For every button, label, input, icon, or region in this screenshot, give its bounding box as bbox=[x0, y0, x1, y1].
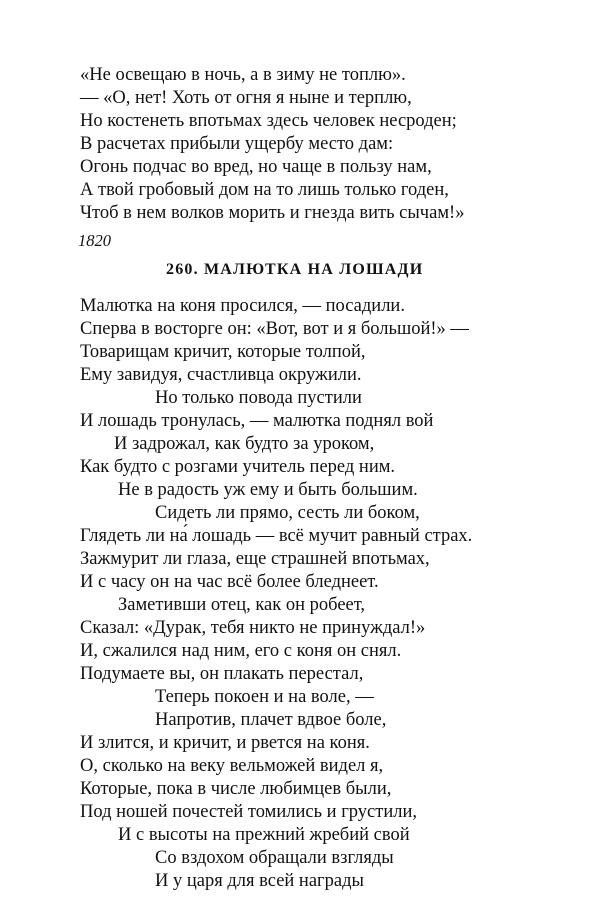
poem-line: Сидеть ли прямо, сесть ли боком, bbox=[155, 503, 420, 523]
poem-line: Сказал: «Дурак, тебя никто не принуждал!» bbox=[80, 618, 426, 638]
poem-line: И лошадь тронулась, — малютка поднял вой bbox=[80, 411, 434, 431]
poem-line: — «О, нет! Хоть от огня я ныне и терплю, bbox=[80, 88, 412, 108]
poem-line: Но только повода пустили bbox=[155, 388, 362, 408]
poem-line: В расчетах прибыли ущербу место дам: bbox=[80, 134, 394, 154]
poem-line: Ему завидуя, счастливца окружили. bbox=[80, 365, 362, 385]
poem-line: Напротив, плачет вдвое боле, bbox=[155, 710, 387, 730]
poem-line: Как будто с розгами учитель перед ним. bbox=[80, 457, 396, 477]
poem-line: И с часу он на час всё более бледнеет. bbox=[80, 572, 379, 592]
poem-line: Подумаете вы, он плакать перестал, bbox=[80, 664, 364, 684]
poem-line: Сперва в восторге он: «Вот, вот и я большой!» — bbox=[80, 319, 469, 339]
poem-line: Под ношей почестей томились и грустили, bbox=[80, 802, 418, 822]
poem-line: Малютка на коня просился, — посадили. bbox=[80, 296, 405, 316]
poem-line: И задрожал, как будто за уроком, bbox=[114, 434, 375, 454]
poem-line: Огонь подчас во вред, но чаще в пользу нам, bbox=[80, 157, 432, 177]
poem-line: Заметивши отец, как он робеет, bbox=[118, 595, 366, 615]
poem-line: Но костенеть впотьмах здесь человек несроден; bbox=[80, 111, 457, 131]
poem-line: Глядеть ли на́ лошадь — всё мучит равный страх. bbox=[80, 526, 473, 546]
poem-line: Со вздохом обращали взгляды bbox=[155, 848, 394, 868]
poem-line: И с высоты на прежний жребий свой bbox=[118, 825, 410, 845]
poem-line: Которые, пока в числе любимцев были, bbox=[80, 779, 392, 799]
poem-line: Зажмурит ли глаза, еще страшней впотьмах, bbox=[80, 549, 430, 569]
poem-title: 260. МАЛЮТКА НА ЛОШАДИ bbox=[166, 261, 424, 278]
poem-line: Чтоб в нем волков морить и гнезда вить сычам!» bbox=[80, 203, 465, 223]
poem-line: «Не освещаю в ночь, а в зиму не топлю». bbox=[80, 65, 406, 85]
poem-line: И у царя для всей награды bbox=[155, 871, 364, 891]
poem-line: И злится, и кричит, и рвется на коня. bbox=[80, 733, 370, 753]
poem-line: Не в радость уж ему и быть большим. bbox=[118, 480, 418, 500]
poem-date: 1820 bbox=[78, 231, 111, 250]
poem-line: И, сжалился над ним, его с коня он снял. bbox=[80, 641, 402, 661]
poem-line: О, сколько на веку вельможей видел я, bbox=[80, 756, 384, 776]
poem-line: Теперь покоен и на воле, — bbox=[155, 687, 374, 707]
poem-line: Товарищам кричит, которые толпой, bbox=[80, 342, 366, 362]
poem-line: А твой гробовый дом на то лишь только годен, bbox=[80, 180, 449, 200]
